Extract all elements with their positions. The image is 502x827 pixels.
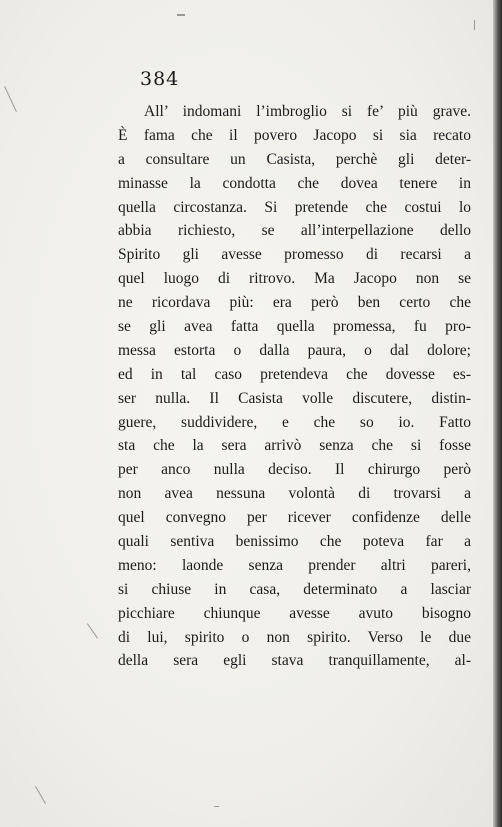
paper-speck [474, 20, 475, 30]
paper-speck [214, 806, 219, 807]
text-line: abbia richiesto, se all’interpellazione dello [118, 222, 471, 240]
text-line: quali sentiva benissimo che poteva far a [118, 533, 471, 551]
text-line: quella circostanza. Si pretende che costui lo [118, 198, 471, 216]
page-edge-shadow [493, 0, 502, 827]
text-line: ser nulla. Il Casista volle discutere, distin- [118, 389, 471, 407]
paper-speck [4, 86, 17, 112]
text-line: sta che la sera arrivò senza che si fosse [118, 437, 471, 455]
page-number: 384 [140, 68, 180, 90]
text-line: All’ indomani l’imbroglio si fe’ più grave. [144, 103, 471, 120]
text-line: quel convegno per ricever confidenze delle [118, 509, 471, 527]
text-line: se gli avea fatta quella promessa, fu pro- [118, 318, 471, 336]
text-line: minasse la condotta che dovea tenere in [118, 174, 471, 192]
text-line: a consultare un Casista, perchè gli deter- [118, 150, 471, 168]
text-line: quel luogo di ritrovo. Ma Jacopo non se [118, 270, 471, 288]
text-line: picchiare chiunque avesse avuto bisogno [118, 604, 471, 622]
text-line: Spirito gli avesse promesso di recarsi a [118, 246, 471, 264]
text-line: messa estorta o dalla paura, o dal dolore; [118, 341, 471, 359]
text-line: della sera egli stava tranquillamente, al- [118, 652, 471, 670]
paper-speck [87, 623, 98, 638]
text-line: non avea nessuna volontà di trovarsi a [118, 485, 471, 503]
paper-speck [35, 786, 46, 804]
text-line: guere, suddividere, e che so io. Fatto [118, 413, 471, 431]
paper-speck [177, 14, 185, 16]
text-line: ne ricordava più: era però ben certo che [118, 294, 471, 312]
text-line: meno: laonde senza prender altri pareri, [118, 556, 471, 574]
text-line: si chiuse in casa, determinato a lasciar [118, 580, 471, 598]
text-line: di lui, spirito o non spirito. Verso le due [118, 628, 471, 646]
text-line: ed in tal caso pretendeva che dovesse es- [118, 365, 471, 383]
text-line: È fama che il povero Jacopo si sia recato [118, 126, 471, 144]
text-line: per anco nulla deciso. Il chirurgo però [118, 461, 471, 479]
body-text [118, 100, 471, 673]
